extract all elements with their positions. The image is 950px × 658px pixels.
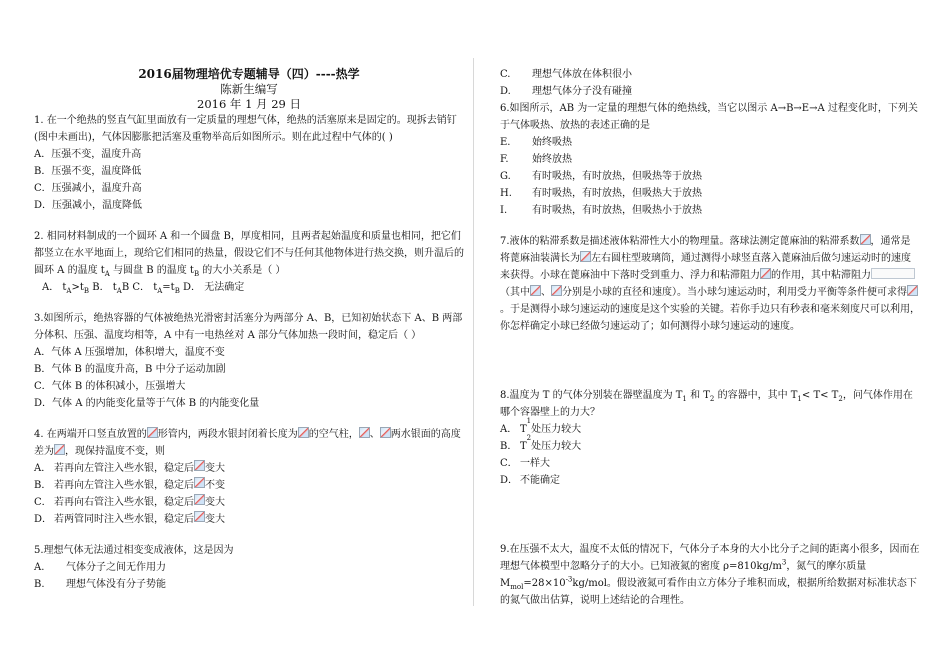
doc-date: 2016 年 1 月 29 日 <box>197 97 301 111</box>
option: H. 有时吸热，有时放热，但吸热大于放热 <box>500 188 702 199</box>
formula-image-icon <box>907 285 918 296</box>
option: A． 若再向左管注入些水银，稳定后 变大 <box>34 460 464 477</box>
question-5 <box>34 542 464 593</box>
formula-image-icon <box>147 427 158 438</box>
option: B．气体 B 的温度升高，B 中分子运动加剧 <box>34 364 226 375</box>
right-column <box>500 66 920 609</box>
option: B． T 2 处压力较大 <box>500 434 582 452</box>
option: B．压强不变，温度降低 <box>34 166 142 177</box>
question-text: 7.液体的粘滞系数是描述液体粘滞性大小的物理量。落球法测定蓖麻油的粘滞系数 ，通常是将蓖麻油装满长为 左右圆柱型玻璃筒，通过测得小球竖直落入蓖麻油后做匀速运动时的速度来获得。小球在蓖麻油中下落时受到重力、浮力和粘滞阻力 的作用，其中粘滞阻力（其中 、 分别是小球的直径和速度）。当小球匀速运动时，利用受力平衡等条件便可求得。于是测得小球匀速运动的速度是这个实验的关键。若你手边只有秒表和毫米刻度尺可以利用，你怎样确定小球已经做匀速运动了；如何测得小球匀速运动的速度。 <box>500 236 920 332</box>
formula-image-icon <box>760 268 771 279</box>
question-6 <box>500 100 920 219</box>
question-text: 5.理想气体无法通过相变变成液体，这是因为 <box>34 545 234 556</box>
formula-image-icon <box>551 285 562 296</box>
question-3 <box>34 310 464 412</box>
option: D．压强减小，温度降低 <box>34 200 143 211</box>
option: D． 不能确定 <box>500 475 560 486</box>
option: I. 有时吸热，有时放热，但吸热小于放热 <box>500 205 702 216</box>
formula-image-icon <box>194 460 205 471</box>
question-5-continued <box>500 66 920 100</box>
formula-image-icon <box>194 477 205 488</box>
formula-image-icon <box>860 234 871 245</box>
left-column <box>34 66 464 593</box>
option: A．压强不变，温度升高 <box>34 149 142 160</box>
question-text: 4. 在两端开口竖直放置的 形管内，两段水银封闭着长度为 的空气柱， 、 两水银面的高度差为 ，现保持温度不变，则 <box>34 429 461 457</box>
question-1 <box>34 112 464 214</box>
option: D． 若两管同时注入些水银，稳定后 变大 <box>34 511 464 528</box>
question-text: 6.如图所示，AB 为一定量的理想气体的绝热线，当它以图示 A→B→E→A 过程变化时，下列关于气体吸热、放热的表述正确的是 <box>500 103 918 131</box>
question-2 <box>34 228 464 296</box>
doc-author: 陈新生编写 <box>220 82 278 96</box>
question-text: 1. 在一个绝热的竖直气缸里面放有一定质量的理想气体，绝热的活塞原来是固定的。现拆去销钉(图中未画出)，气体因膨胀把活塞及重物举高后如图所示。则在此过程中气体的( ) <box>34 115 457 143</box>
question-8 <box>500 387 920 489</box>
formula-image-icon <box>580 251 591 262</box>
column-divider <box>473 58 474 606</box>
formula-image-icon <box>871 268 915 279</box>
question-text: 8.温度为 T 的气体分别装在器壁温度为 $T_1$ 和 $T_2$ 的容器中，其中 $T_1< T< T_2$，问气体作用在哪个容器壁上的力大？ <box>500 390 913 418</box>
formula-image-icon <box>298 427 309 438</box>
option: B． 若再向左管注入些水银，稳定后 不变 <box>34 477 464 494</box>
option: A. 气体分子之间无作用力 <box>34 562 166 573</box>
question-9 <box>500 541 920 609</box>
option: D．气体 A 的内能变化量等于气体 B 的内能变化量 <box>34 398 260 409</box>
option: D. 理想气体分子没有碰撞 <box>500 86 632 97</box>
formula-image-icon <box>380 427 391 438</box>
formula-image-icon <box>194 494 205 505</box>
option: E. 始终吸热 <box>500 137 572 148</box>
option: G. 有时吸热，有时放热，但吸热等于放热 <box>500 171 702 182</box>
formula-image-icon <box>530 285 541 296</box>
option: C． 一样大 <box>500 458 550 469</box>
question-text: 2. 相同材料制成的一个圆环 A 和一个圆盘 B，厚度相同，且两者起始温度和质量也相同，把它们都竖立在水平地面上，现给它们相同的热量，假设它们不与任何其他物体进行热交换，则升温后的圆环 A 的温度 $t_A$ 与圆盘 B 的温度 $t_B$ 的大小关系是（ ） <box>34 231 464 278</box>
question-text: 3.如图所示，绝热容器的气体被绝热光滑密封活塞分为两部分 A、B，已知初始状态下 A、B 两部分体积、压强、温度均相等，A 中有一电热丝对 A 部分气体加热一段时间，稳定后（ ） <box>34 313 463 341</box>
doc-title: 2016届物理培优专题辅导（四）----热学 <box>138 67 360 81</box>
formula-image-icon <box>194 511 205 522</box>
option: A． T 1 处压力较大 <box>500 417 582 435</box>
formula-image-icon <box>54 444 65 455</box>
question-7 <box>500 233 920 335</box>
option-line: A． $t_A>t_B$ B． $t_AB$ C． $t_A=t_B$ D． 无法确定 <box>42 282 245 295</box>
option: C．压强减小，温度升高 <box>34 183 142 194</box>
option: C．气体 B 的体积减小，压强增大 <box>34 381 186 392</box>
option: C. 理想气体放在体积很小 <box>500 69 632 80</box>
option: C． 若再向右管注入些水银，稳定后 变大 <box>34 494 464 511</box>
option: F. 始终放热 <box>500 154 572 165</box>
option: A．气体 A 压强增加，体积增大，温度不变 <box>34 347 225 358</box>
question-text: 9.在压强不太大，温度不太低的情况下，气体分子本身的大小比分子之间的距离小很多，因而在理想气体模型中忽略分子的大小。已知液氮的密度 $\rho=810kg/m^3$，氮气的摩尔质量 $M_{mol}=28\times 10^{-3}kg$/mol。假设液氮可看作由立方体分子堆积而成，根据所给数据对标准状态下的氮气做出估算，说明上述结论的合理性。 <box>500 544 920 606</box>
question-4 <box>34 426 464 528</box>
formula-image-icon <box>359 427 370 438</box>
option: B. 理想气体没有分子势能 <box>34 579 166 590</box>
